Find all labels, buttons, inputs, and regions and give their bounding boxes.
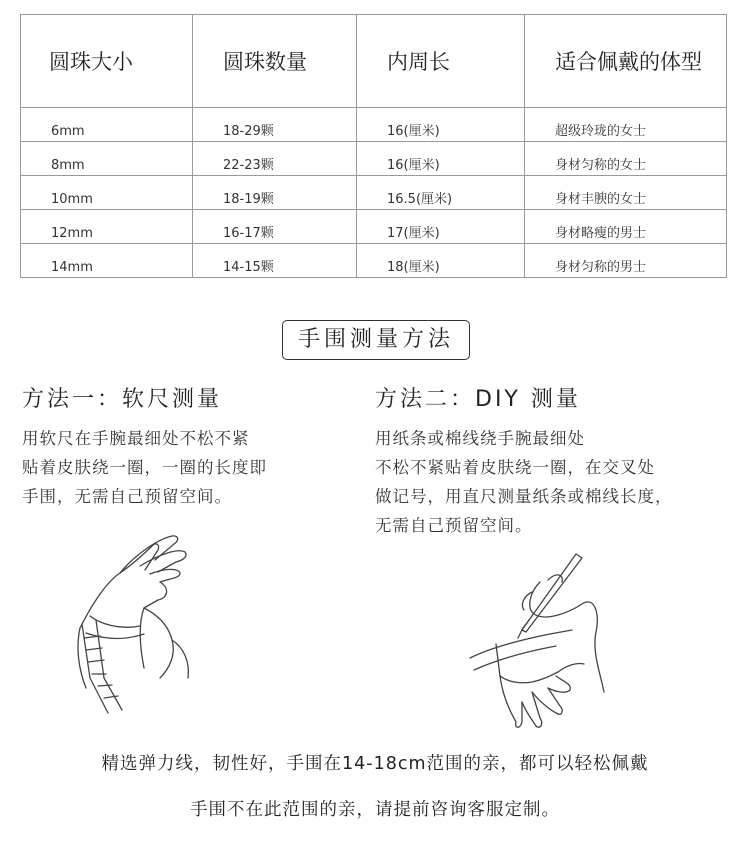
method1-description [22, 424, 267, 511]
string-marking-hands-illustration [460, 552, 610, 732]
table-cell: 14-15颗 [193, 244, 357, 278]
table-cell: 超级玲珑的女士 [525, 108, 727, 142]
table-cell: 身材匀称的男士 [525, 244, 727, 278]
table-header-cell: 圆珠大小 [21, 15, 193, 108]
table-row [21, 176, 727, 210]
table-header-row [21, 15, 727, 108]
method2-line: 做记号，用直尺测量纸条或棉线长度， [375, 487, 673, 506]
footer-line1: 精选弹力线，韧性好，手围在14-18cm范围的亲，都可以轻松佩戴 [101, 754, 649, 774]
method2-line: 无需自己预留空间。 [375, 516, 533, 535]
table-cell: 身材丰腴的女士 [525, 176, 727, 210]
method1-title: 方法一：软尺测量 [22, 387, 223, 412]
table-header-cell: 内周长 [357, 15, 525, 108]
method1-line: 贴着皮肤绕一圈，一圈的长度即 [22, 458, 267, 477]
table-cell: 14mm [21, 244, 193, 278]
table-cell: 16.5(厘米) [357, 176, 525, 210]
table-cell: 16-17颗 [193, 210, 357, 244]
table-cell: 18-19颗 [193, 176, 357, 210]
tape-measure-hand-illustration [60, 528, 220, 718]
method2-line: 不松不紧贴着皮肤绕一圈，在交叉处 [375, 458, 655, 477]
table-cell: 10mm [21, 176, 193, 210]
method2-description [375, 424, 673, 540]
footer-line2: 手围不在此范围的亲，请提前咨询客服定制。 [190, 800, 560, 820]
table-cell: 16(厘米) [357, 142, 525, 176]
table-cell: 16(厘米) [357, 108, 525, 142]
table-cell: 6mm [21, 108, 193, 142]
method1-line: 手围，无需自己预留空间。 [22, 487, 232, 506]
table-cell: 22-23颗 [193, 142, 357, 176]
size-table [20, 14, 727, 278]
section-title: 手围测量方法 [282, 320, 470, 360]
table-cell: 18(厘米) [357, 244, 525, 278]
method2-title: 方法二：DIY 测量 [375, 387, 581, 412]
table-cell: 身材略瘦的男士 [525, 210, 727, 244]
table-row [21, 108, 727, 142]
table-cell: 8mm [21, 142, 193, 176]
method1-line: 用软尺在手腕最细处不松不紧 [22, 429, 250, 448]
table-cell: 身材匀称的女士 [525, 142, 727, 176]
table-row [21, 244, 727, 278]
table-header-cell: 圆珠数量 [193, 15, 357, 108]
table-cell: 12mm [21, 210, 193, 244]
table-cell: 18-29颗 [193, 108, 357, 142]
table-header-cell: 适合佩戴的体型 [525, 15, 727, 108]
method2-line: 用纸条或棉线绕手腕最细处 [375, 429, 585, 448]
table-row [21, 210, 727, 244]
table-row [21, 142, 727, 176]
table-cell: 17(厘米) [357, 210, 525, 244]
